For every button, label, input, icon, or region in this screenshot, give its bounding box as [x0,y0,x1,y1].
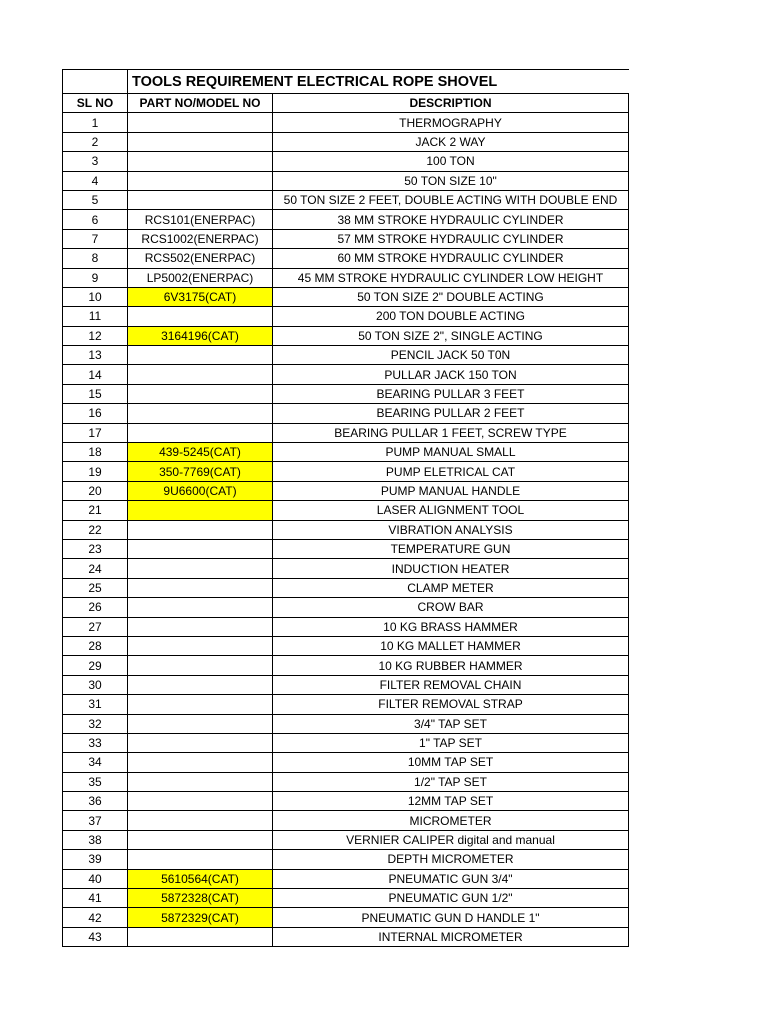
sl-no-cell[interactable]: 8 [63,249,128,268]
part-no-cell[interactable] [128,171,273,190]
description-cell[interactable]: 1/2" TAP SET [273,772,629,791]
sl-no-cell[interactable]: 43 [63,927,128,946]
part-no-cell[interactable] [128,501,273,520]
table-row [63,578,629,597]
sl-no-cell[interactable]: 23 [63,539,128,558]
sl-no-cell[interactable]: 2 [63,132,128,151]
table-row [63,152,629,171]
part-no-cell[interactable] [128,792,273,811]
description-cell[interactable]: 100 TON [273,152,629,171]
spreadsheet [62,69,628,947]
sl-no-cell[interactable]: 22 [63,520,128,539]
table-row [63,830,629,849]
part-no-cell[interactable]: 5872329(CAT) [128,908,273,927]
sl-no-cell[interactable]: 3 [63,152,128,171]
sl-no-cell[interactable]: 12 [63,326,128,345]
table-row [63,346,629,365]
table-row [63,714,629,733]
title-blank-cell[interactable] [63,70,128,94]
part-no-cell[interactable]: 9U6600(CAT) [128,481,273,500]
sl-no-cell[interactable]: 29 [63,656,128,675]
sl-no-cell[interactable]: 4 [63,171,128,190]
part-no-cell[interactable] [128,598,273,617]
sl-no-cell[interactable]: 36 [63,792,128,811]
description-cell[interactable]: BEARING PULLAR 2 FEET [273,404,629,423]
description-cell[interactable]: 45 MM STROKE HYDRAULIC CYLINDER LOW HEIGHT [273,268,629,287]
sl-no-cell[interactable]: 41 [63,889,128,908]
sl-no-cell[interactable]: 15 [63,384,128,403]
table-row [63,869,629,888]
sl-no-cell[interactable]: 9 [63,268,128,287]
description-cell[interactable]: PUMP ELETRICAL CAT [273,462,629,481]
sl-no-cell[interactable]: 42 [63,908,128,927]
table-row [63,365,629,384]
part-no-cell[interactable] [128,927,273,946]
description-cell[interactable]: PENCIL JACK 50 T0N [273,346,629,365]
part-no-cell[interactable] [128,772,273,791]
description-cell[interactable]: 3/4" TAP SET [273,714,629,733]
table-row [63,210,629,229]
table-row [63,501,629,520]
table-row [63,307,629,326]
description-cell[interactable]: 10 KG RUBBER HAMMER [273,656,629,675]
sl-no-cell[interactable]: 18 [63,443,128,462]
table-row [63,423,629,442]
table-row [63,598,629,617]
part-no-cell[interactable] [128,539,273,558]
part-no-cell[interactable] [128,113,273,132]
table-row [63,656,629,675]
part-no-cell[interactable] [128,578,273,597]
table-row [63,326,629,345]
description-cell[interactable]: FILTER REMOVAL CHAIN [273,675,629,694]
part-no-cell[interactable]: RCS502(ENERPAC) [128,249,273,268]
description-cell[interactable]: THERMOGRAPHY [273,113,629,132]
sl-no-cell[interactable]: 1 [63,113,128,132]
sl-no-cell[interactable]: 25 [63,578,128,597]
description-cell[interactable]: PULLAR JACK 150 TON [273,365,629,384]
sl-no-cell[interactable]: 14 [63,365,128,384]
description-cell[interactable]: 10MM TAP SET [273,753,629,772]
header-part-no[interactable]: PART NO/MODEL NO [128,94,273,113]
table-row [63,443,629,462]
sl-no-cell[interactable]: 39 [63,850,128,869]
table-row [63,695,629,714]
sl-no-cell[interactable]: 13 [63,346,128,365]
description-cell[interactable]: 38 MM STROKE HYDRAULIC CYLINDER [273,210,629,229]
description-cell[interactable]: 200 TON DOUBLE ACTING [273,307,629,326]
part-no-cell[interactable] [128,190,273,209]
sl-no-cell[interactable]: 28 [63,636,128,655]
table-row [63,190,629,209]
sl-no-cell[interactable]: 7 [63,229,128,248]
table-row [63,559,629,578]
sl-no-cell[interactable]: 33 [63,733,128,752]
table-row [63,908,629,927]
sl-no-cell[interactable]: 6 [63,210,128,229]
part-no-cell[interactable] [128,753,273,772]
title-row [63,70,629,94]
part-no-cell[interactable] [128,384,273,403]
description-cell[interactable]: JACK 2 WAY [273,132,629,151]
description-cell[interactable]: 10 KG MALLET HAMMER [273,636,629,655]
table-row [63,539,629,558]
description-cell[interactable]: INTERNAL MICROMETER [273,927,629,946]
table-row [63,733,629,752]
sl-no-cell[interactable]: 21 [63,501,128,520]
table-row [63,792,629,811]
part-no-cell[interactable] [128,132,273,151]
sl-no-cell[interactable]: 37 [63,811,128,830]
description-cell[interactable]: FILTER REMOVAL STRAP [273,695,629,714]
part-no-cell[interactable] [128,695,273,714]
part-no-cell[interactable]: 439-5245(CAT) [128,443,273,462]
description-cell[interactable]: INDUCTION HEATER [273,559,629,578]
sl-no-cell[interactable]: 19 [63,462,128,481]
header-row [63,94,629,113]
description-cell[interactable]: PNEUMATIC GUN 1/2" [273,889,629,908]
part-no-cell[interactable] [128,714,273,733]
table-row [63,520,629,539]
part-no-cell[interactable]: RCS1002(ENERPAC) [128,229,273,248]
table-row [63,889,629,908]
description-cell[interactable]: 50 TON SIZE 2", SINGLE ACTING [273,326,629,345]
table-row [63,850,629,869]
table-row [63,384,629,403]
part-no-cell[interactable] [128,423,273,442]
table-row [63,675,629,694]
description-cell[interactable]: DEPTH MICROMETER [273,850,629,869]
description-cell[interactable]: 50 TON SIZE 10" [273,171,629,190]
part-no-cell[interactable]: 5872328(CAT) [128,889,273,908]
part-no-cell[interactable]: 3164196(CAT) [128,326,273,345]
part-no-cell[interactable] [128,520,273,539]
table-row [63,927,629,946]
sl-no-cell[interactable]: 34 [63,753,128,772]
sl-no-cell[interactable]: 17 [63,423,128,442]
table-row [63,617,629,636]
sl-no-cell[interactable]: 40 [63,869,128,888]
table-row [63,113,629,132]
table-row [63,772,629,791]
table-row [63,229,629,248]
description-cell[interactable]: LASER ALIGNMENT TOOL [273,501,629,520]
part-no-cell[interactable] [128,617,273,636]
sl-no-cell[interactable]: 11 [63,307,128,326]
part-no-cell[interactable] [128,307,273,326]
part-no-cell[interactable] [128,636,273,655]
description-cell[interactable]: MICROMETER [273,811,629,830]
description-cell[interactable]: TEMPERATURE GUN [273,539,629,558]
sl-no-cell[interactable]: 20 [63,481,128,500]
part-no-cell[interactable] [128,675,273,694]
part-no-cell[interactable] [128,346,273,365]
description-cell[interactable]: 57 MM STROKE HYDRAULIC CYLINDER [273,229,629,248]
description-cell[interactable]: BEARING PULLAR 3 FEET [273,384,629,403]
part-no-cell[interactable] [128,656,273,675]
part-no-cell[interactable]: 350-7769(CAT) [128,462,273,481]
part-no-cell[interactable] [128,733,273,752]
description-cell[interactable]: 10 KG BRASS HAMMER [273,617,629,636]
sl-no-cell[interactable]: 35 [63,772,128,791]
header-description[interactable]: DESCRIPTION [273,94,629,113]
table-row [63,268,629,287]
table-row [63,462,629,481]
part-no-cell[interactable] [128,811,273,830]
part-no-cell[interactable]: 6V3175(CAT) [128,287,273,306]
table-row [63,753,629,772]
table-row [63,287,629,306]
description-cell[interactable]: 60 MM STROKE HYDRAULIC CYLINDER [273,249,629,268]
sl-no-cell[interactable]: 38 [63,830,128,849]
description-cell[interactable]: VERNIER CALIPER digital and manual [273,830,629,849]
part-no-cell[interactable]: 5610564(CAT) [128,869,273,888]
description-cell[interactable]: 12MM TAP SET [273,792,629,811]
description-cell[interactable]: BEARING PULLAR 1 FEET, SCREW TYPE [273,423,629,442]
table-row [63,636,629,655]
sl-no-cell[interactable]: 24 [63,559,128,578]
sl-no-cell[interactable]: 16 [63,404,128,423]
part-no-cell[interactable] [128,559,273,578]
description-cell[interactable]: 50 TON SIZE 2" DOUBLE ACTING [273,287,629,306]
description-cell[interactable]: PUMP MANUAL HANDLE [273,481,629,500]
part-no-cell[interactable] [128,404,273,423]
table-row [63,249,629,268]
header-sl-no[interactable]: SL NO [63,94,128,113]
tools-table [62,69,629,947]
part-no-cell[interactable] [128,152,273,171]
part-no-cell[interactable]: LP5002(ENERPAC) [128,268,273,287]
part-no-cell[interactable] [128,830,273,849]
description-cell[interactable]: CLAMP METER [273,578,629,597]
sl-no-cell[interactable]: 5 [63,190,128,209]
description-cell[interactable]: PNEUMATIC GUN 3/4" [273,869,629,888]
description-cell[interactable]: VIBRATION ANALYSIS [273,520,629,539]
sl-no-cell[interactable]: 32 [63,714,128,733]
table-row [63,811,629,830]
table-row [63,404,629,423]
sl-no-cell[interactable]: 31 [63,695,128,714]
table-row [63,132,629,151]
sl-no-cell[interactable]: 10 [63,287,128,306]
table-row [63,481,629,500]
sl-no-cell[interactable]: 27 [63,617,128,636]
description-cell[interactable]: PUMP MANUAL SMALL [273,443,629,462]
sl-no-cell[interactable]: 26 [63,598,128,617]
sl-no-cell[interactable]: 30 [63,675,128,694]
description-cell[interactable]: 1" TAP SET [273,733,629,752]
part-no-cell[interactable] [128,850,273,869]
description-cell[interactable]: PNEUMATIC GUN D HANDLE 1" [273,908,629,927]
part-no-cell[interactable]: RCS101(ENERPAC) [128,210,273,229]
sheet-title[interactable]: TOOLS REQUIREMENT ELECTRICAL ROPE SHOVEL [128,70,629,94]
part-no-cell[interactable] [128,365,273,384]
description-cell[interactable]: 50 TON SIZE 2 FEET, DOUBLE ACTING WITH DOUBLE END [273,190,629,209]
table-row [63,171,629,190]
description-cell[interactable]: CROW BAR [273,598,629,617]
